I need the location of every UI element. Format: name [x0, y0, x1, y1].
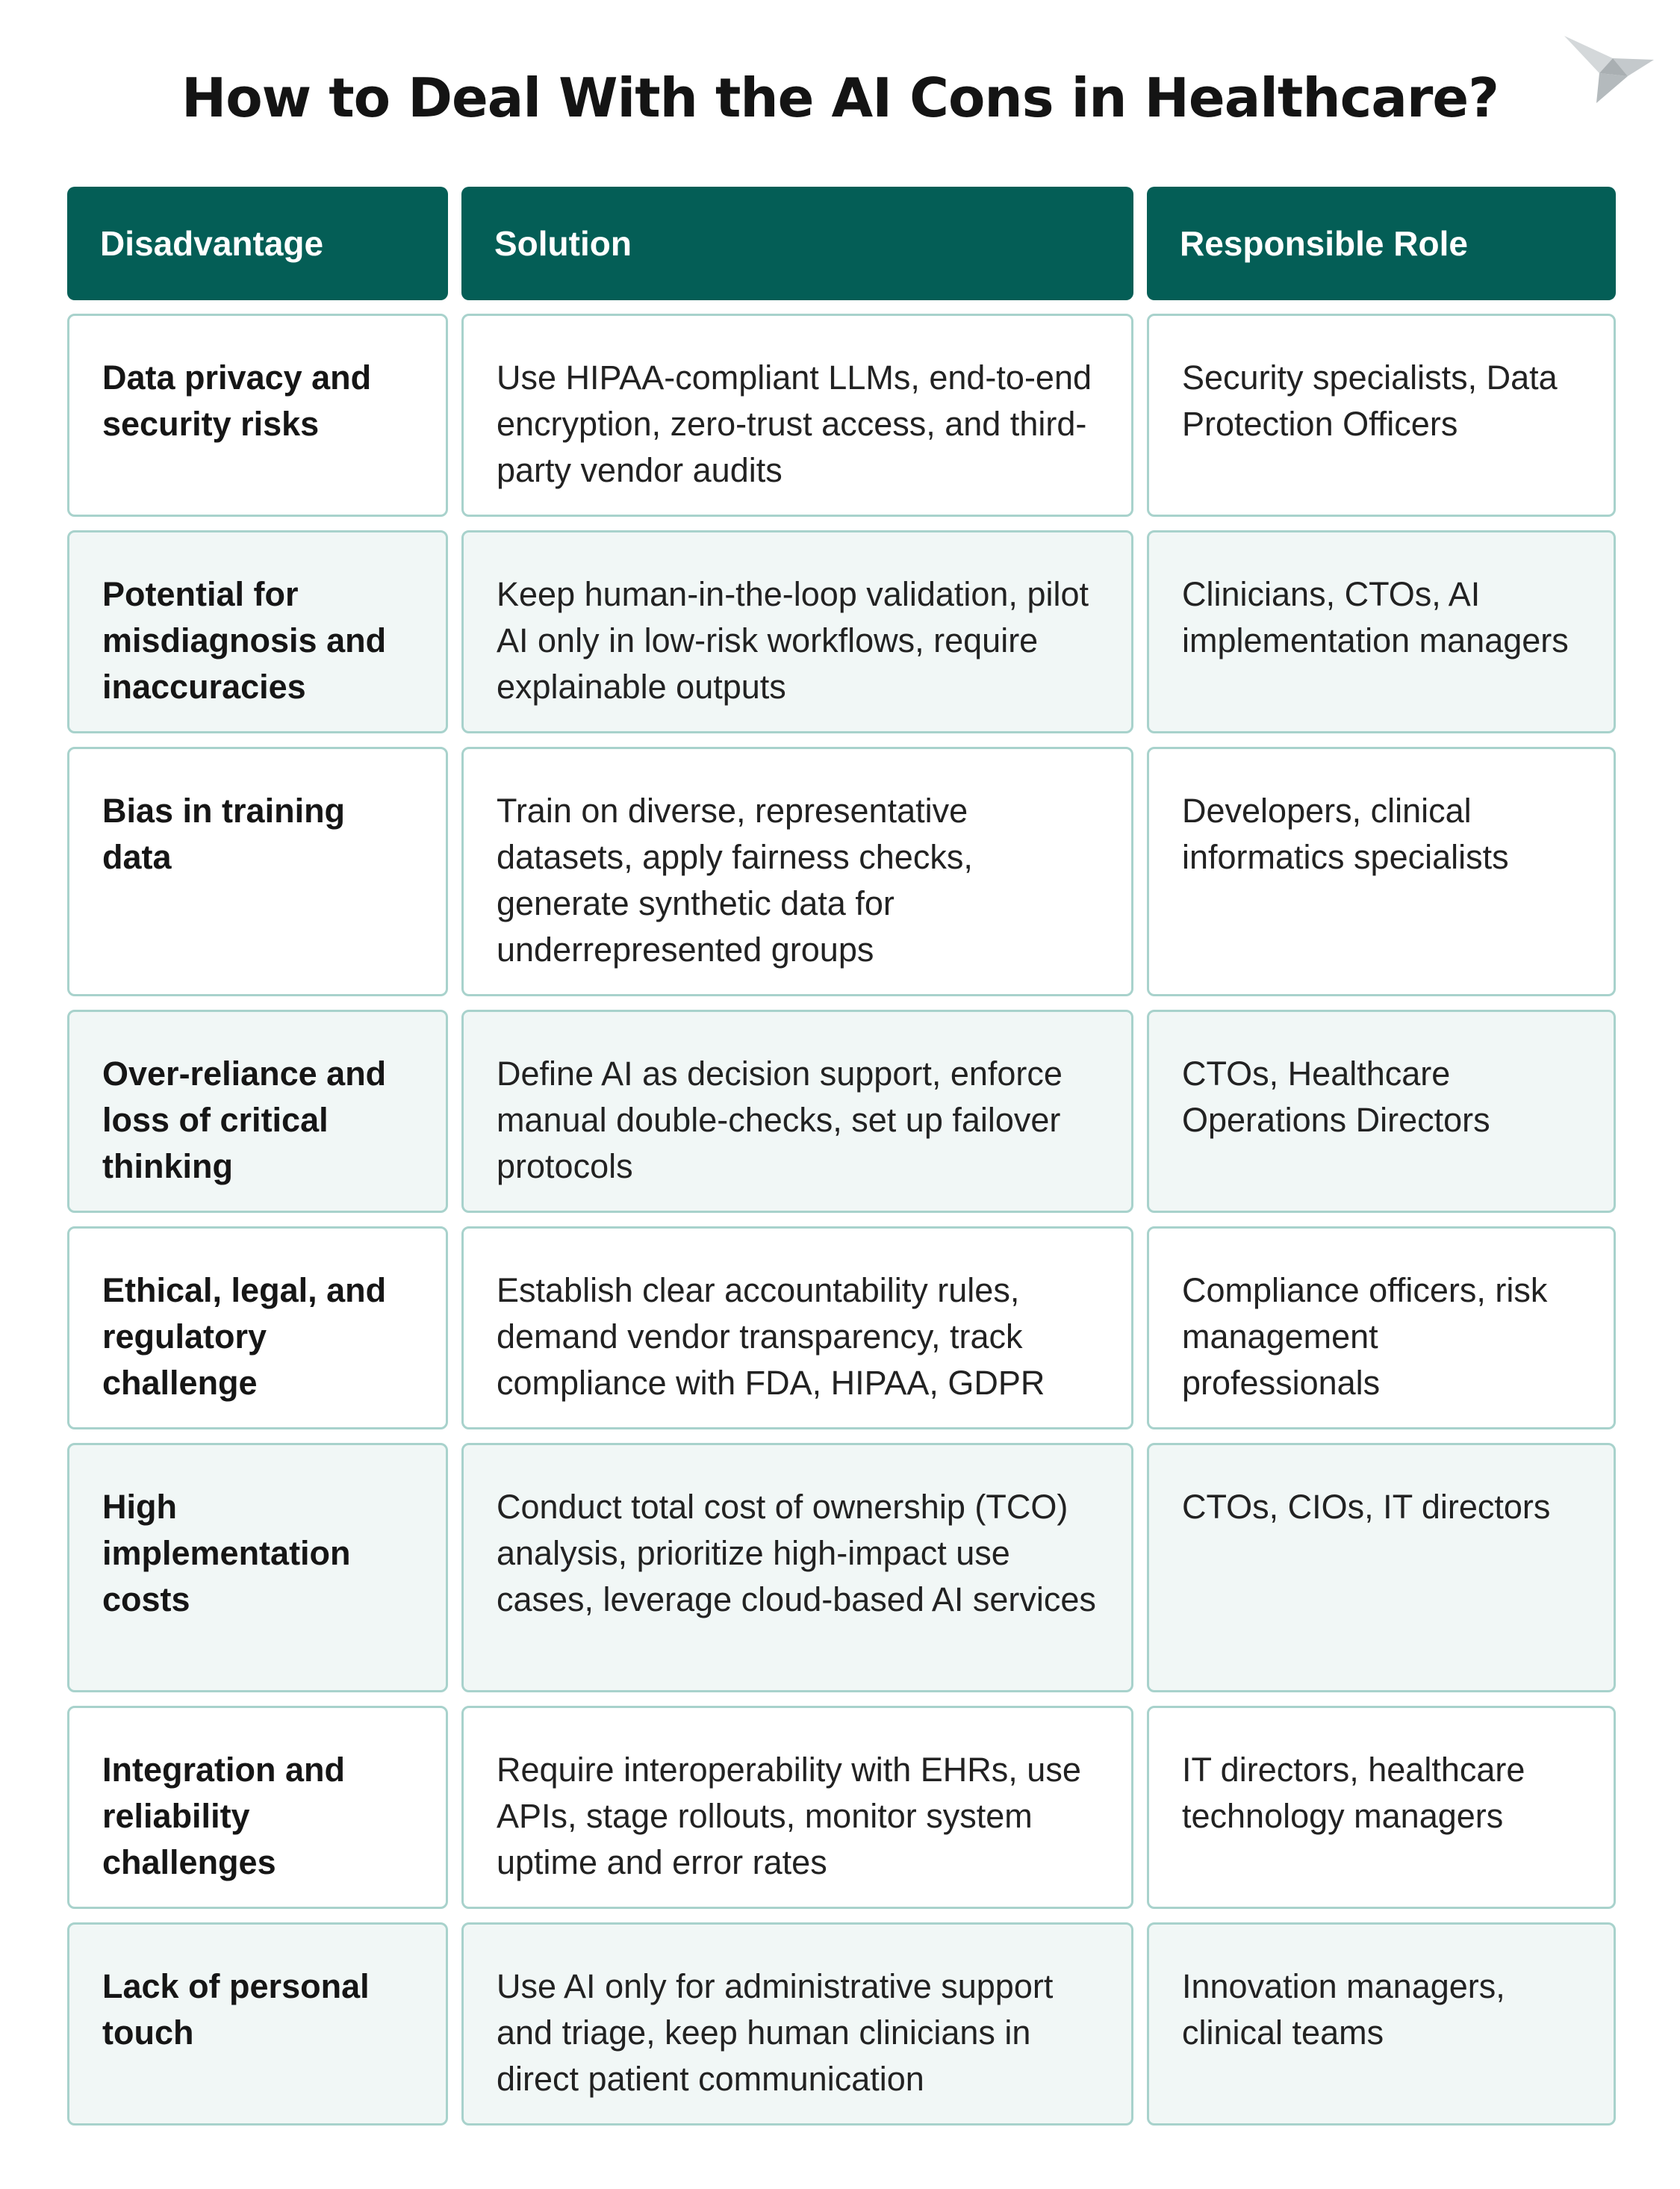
table-row — [67, 1922, 1616, 2126]
solution-cell: Define AI as decision support, enforce manual double-checks, set up failover protocols — [461, 1010, 1133, 1213]
disadvantage-cell: Over-reliance and loss of critical thinking — [67, 1010, 448, 1213]
solution-cell: Use AI only for administrative support and triage, keep human clinicians in direct patient communication — [461, 1922, 1133, 2126]
solution-cell: Keep human-in-the-loop validation, pilot AI only in low-risk workflows, require explainable outputs — [461, 530, 1133, 733]
solution-cell: Use HIPAA-compliant LLMs, end-to-end encryption, zero-trust access, and third-party vendor audits — [461, 314, 1133, 517]
cons-table — [67, 187, 1616, 2139]
disadvantage-cell: High implementation costs — [67, 1443, 448, 1692]
table-row — [67, 1226, 1616, 1429]
disadvantage-cell: Bias in training data — [67, 747, 448, 996]
role-cell: IT directors, healthcare technology managers — [1147, 1706, 1616, 1909]
table-row — [67, 314, 1616, 517]
solution-cell: Establish clear accountability rules, demand vendor transparency, track compliance with FDA, HIPAA, GDPR — [461, 1226, 1133, 1429]
table-row — [67, 1706, 1616, 1909]
disadvantage-cell: Ethical, legal, and regulatory challenge — [67, 1226, 448, 1429]
table-header-row — [67, 187, 1616, 300]
solution-cell: Require interoperability with EHRs, use APIs, stage rollouts, monitor system uptime and error rates — [461, 1706, 1133, 1909]
table-row — [67, 747, 1616, 996]
disadvantage-cell: Integration and reliability challenges — [67, 1706, 448, 1909]
header-responsible-role: Responsible Role — [1147, 187, 1616, 300]
table-row — [67, 1443, 1616, 1692]
disadvantage-cell: Lack of personal touch — [67, 1922, 448, 2126]
bird-logo-icon — [1561, 30, 1658, 105]
disadvantage-cell: Data privacy and security risks — [67, 314, 448, 517]
solution-cell: Conduct total cost of ownership (TCO) analysis, prioritize high-impact use cases, leverage cloud-based AI services — [461, 1443, 1133, 1692]
header-disadvantage: Disadvantage — [67, 187, 448, 300]
role-cell: CTOs, CIOs, IT directors — [1147, 1443, 1616, 1692]
role-cell: Compliance officers, risk management professionals — [1147, 1226, 1616, 1429]
role-cell: Developers, clinical informatics specialists — [1147, 747, 1616, 996]
role-cell: Innovation managers, clinical teams — [1147, 1922, 1616, 2126]
header-solution: Solution — [461, 187, 1133, 300]
role-cell: CTOs, Healthcare Operations Directors — [1147, 1010, 1616, 1213]
table-row — [67, 530, 1616, 733]
page-title: How to Deal With the AI Cons in Healthcare? — [181, 66, 1499, 129]
role-cell: Security specialists, Data Protection Officers — [1147, 314, 1616, 517]
disadvantage-cell: Potential for misdiagnosis and inaccuracies — [67, 530, 448, 733]
table-row — [67, 1010, 1616, 1213]
role-cell: Clinicians, CTOs, AI implementation managers — [1147, 530, 1616, 733]
solution-cell: Train on diverse, representative datasets, apply fairness checks, generate synthetic data for underrepresented groups — [461, 747, 1133, 996]
